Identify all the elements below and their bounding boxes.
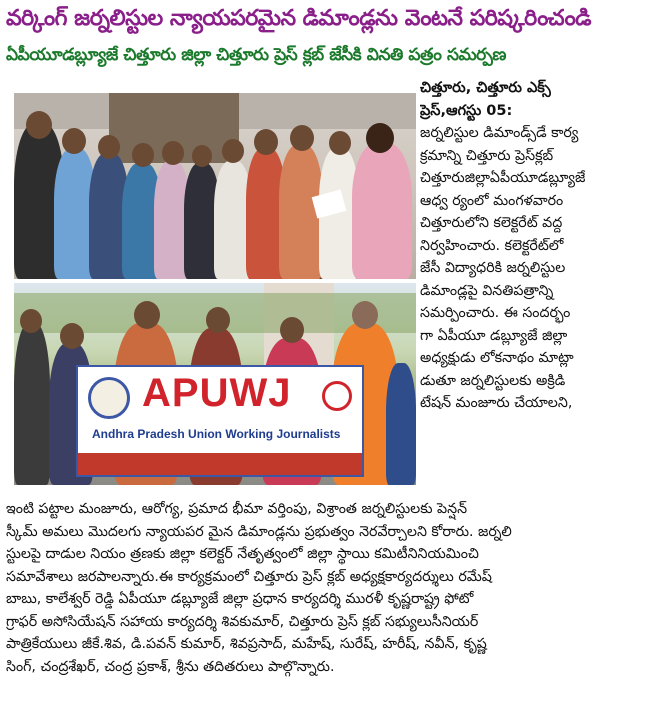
headline: వర్కింగ్ జర్నలిస్టుల న్యాయపరమైన డిమాండ్లను వెంటనే పరిష్కరించండి <box>6 6 592 31</box>
photo-protest-banner <box>14 283 416 485</box>
article-bottom-text <box>6 498 639 678</box>
body-line: జేసీ విద్యాధరికి జర్నలిస్టుల <box>420 260 566 276</box>
dateline-line: ప్రెస్,ఆగస్టు 05: <box>420 102 513 119</box>
body-line: సింగ్, చంద్రశేఖర్, చంద్ర ప్రకాశ్, శ్రీను తదితరులు పాల్గొన్నారు. <box>6 658 335 675</box>
union-logo-icon <box>88 377 130 419</box>
article-side-column <box>420 77 636 415</box>
body-line: గా ఏపీయూ డబ్ల్యూజే జిల్లా <box>420 327 568 344</box>
body-line: సమావేశాలు జరపాలన్నారు.ఈ కార్యక్రమంలో చిత్తూరు ప్రెస్ క్లబ్ అధ్యక్షకార్యదర్శులు రమేష్ <box>6 568 492 585</box>
body-line: చిత్తూరులోని కలెక్టరేట్ వద్ద <box>420 215 563 231</box>
body-line: గ్రాఫర్ అసోసియేషన్ సహాయ కార్యదర్శి శివకుమార్, చిత్తూరు ప్రెస్ క్లబ్ సభ్యులుసీనియర్ <box>6 613 479 630</box>
dateline-line: చిత్తూరు, చిత్తూరు ఎక్స్ <box>420 80 551 96</box>
photo-collage <box>14 93 416 485</box>
body-line: పాత్రికేయులు జీకే.శివ, డి.పవన్ కుమార్, శివప్రసాద్, మహేష్, సురేష్, హరీష్, నవీన్, కృష్ణ <box>6 636 487 652</box>
body-line: స్టులపై దాడుల నియం త్రణకు జిల్లా కలెక్టర్ నేతృత్వంలో జిల్లా స్థాయి కమిటీనినియమించి <box>6 546 479 562</box>
banner-strip <box>78 453 362 475</box>
body-line: డుతూ జర్నలిస్టులకు అక్రిడి <box>420 372 566 389</box>
banner-fullname: Andhra Pradesh Union Working Journalists <box>92 427 341 441</box>
photo-memorandum-submission <box>14 93 416 279</box>
pen-emblem-icon <box>322 381 352 411</box>
body-line: నిర్వహించారు. కలెక్టరేట్‌లో <box>420 237 564 254</box>
body-line: క్రమాన్ని చిత్తూరు ప్రెస్‌క్లబ్ <box>420 147 554 164</box>
body-line: చిత్తూరుజిల్లాఏపీయూడబ్ల్యూజే <box>420 170 586 186</box>
subheadline: ఏపీయూడబ్ల్యూజే చిత్తూరు జిల్లా చిత్తూరు ప్రెస్ క్లబ్ జేసీకి వినతి పత్రం సమర్పణ <box>6 45 507 65</box>
body-line: స్కీమ్ అమలు మొదలగు న్యాయపర మైన డిమాండ్లను ప్రభుత్వం నెరవేర్చాలని కోరారు. జర్నలి <box>6 523 512 540</box>
banner-acronym: APUWJ <box>142 371 292 415</box>
body-line: డిమాండ్లపై వినతిపత్రాన్ని <box>420 282 554 299</box>
body-line: ఆధ్వ ర్యంలో మంగళవారం <box>420 192 564 209</box>
body-line: అధ్యక్షుడు లోకనాథం మాట్లా <box>420 350 574 366</box>
body-line: టేషన్ మంజూరు చేయాలని, <box>420 395 573 411</box>
body-line: జర్నలిస్టుల డిమాండ్స్‌డే కార్య <box>420 125 579 141</box>
body-line: ఇంటి పట్టాల మంజూరు, ఆరోగ్య, ప్రమాద భీమా వర్తింపు, విశ్రాంత జర్నలిస్టులకు పెన్షన్ <box>6 501 468 517</box>
body-line: సమర్పించారు. ఈ సందర్భం <box>420 305 571 321</box>
body-line: బాబు, కాలేశ్వర్ రెడ్డి ఏపీయూ డబ్ల్యూజే జిల్లా ప్రధాన కార్యదర్శి మురళీ కృష్ణరాష్ట్ర ఫోటో <box>6 591 474 607</box>
apuwj-banner <box>76 365 364 477</box>
